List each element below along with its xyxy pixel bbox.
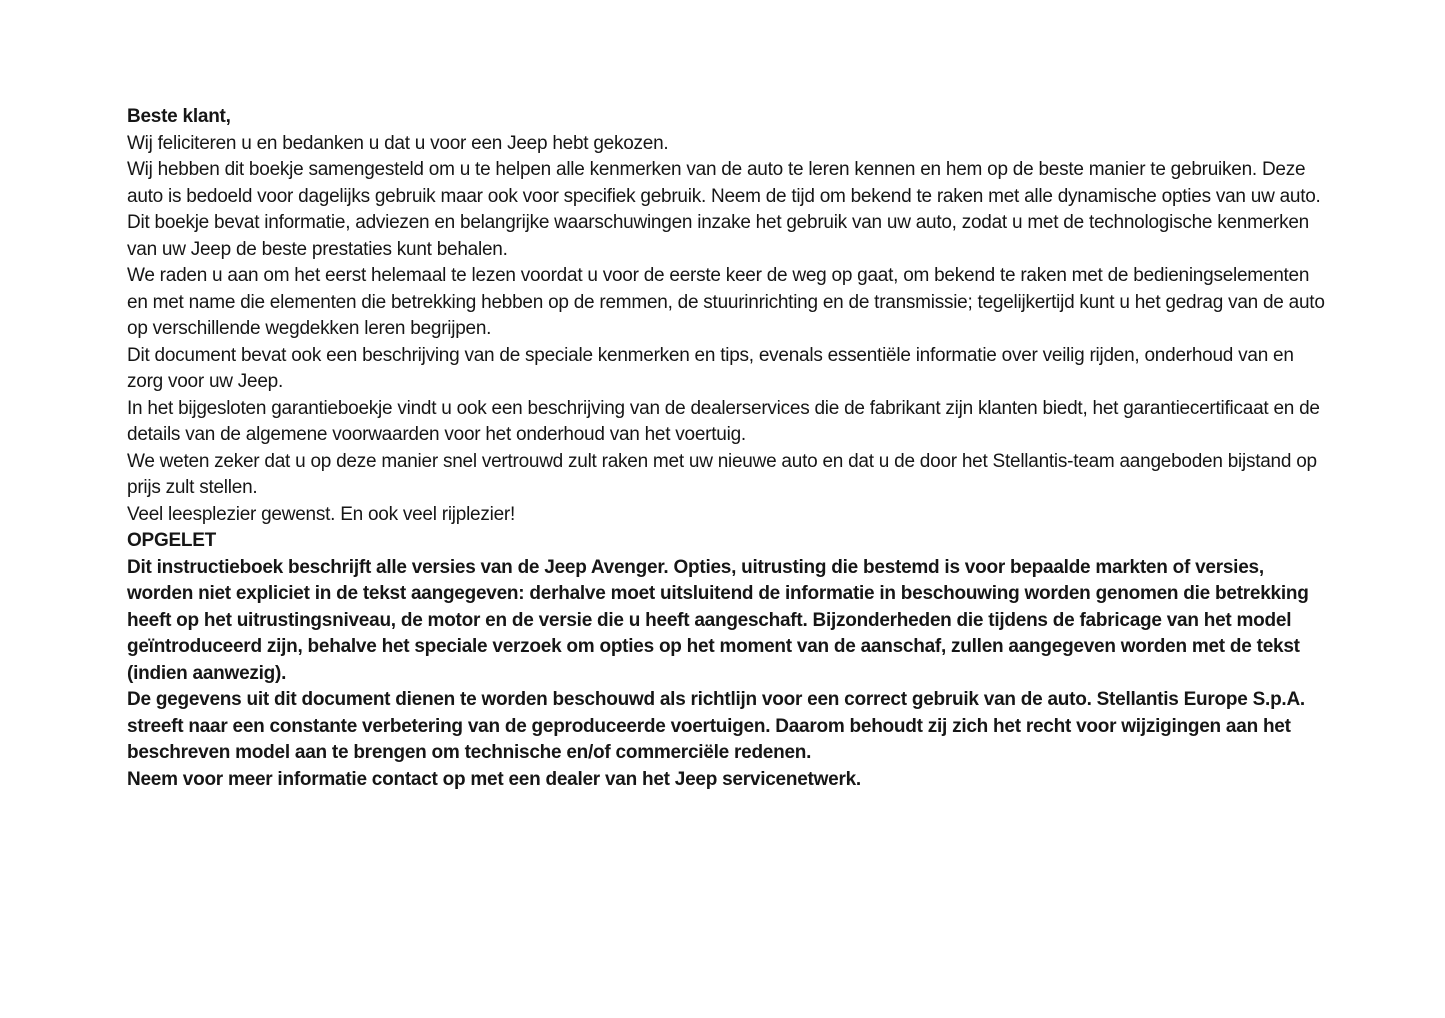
paragraph-booklet-purpose: Wij hebben dit boekje samengesteld om u te helpen alle kenmerken van de auto te leren kennen en hem op de beste manier te gebruiken. Deze auto is bedoeld voor dagelijks gebruik maar ook voor specifiek gebruik. Neem de tijd om bekend te raken met alle dynamische opties van uw auto.	[127, 159, 1321, 207]
notice-paragraph-versions: Dit instructieboek beschrijft alle versies van de Jeep Avenger. Opties, uitrusting die bestemd is voor bepaalde markten of versies, worden niet expliciet in de tekst aangegeven: derhalve moet uitsluitend de informatie in beschouwing worden genomen die betrekking heeft op het uitrustingsniveau, de motor en de versie die u heeft aangeschaft. Bijzonderheden die tijdens de fabricage van het model geïntroduceerd zijn, behalve het speciale verzoek om opties op het moment van de aanschaf, zullen aangegeven worden met de tekst (indien aanwezig).	[127, 556, 1309, 684]
notice-paragraph-guideline: De gegevens uit dit document dienen te worden beschouwd als richtlijn voor een correct gebruik van de auto. Stellantis Europe S.p.A. streeft naar een constante verbetering van de geproduceerde voertuigen. Daarom behoudt zij zich het recht voor wijzigingen aan het beschreven model aan te brengen om technische en/of commerciële redenen.	[127, 689, 1305, 763]
paragraph-booklet-contents: Dit boekje bevat informatie, adviezen en belangrijke waarschuwingen inzake het gebruik van uw auto, zodat u met de technologische kenmerken van uw Jeep de beste prestaties kunt behalen.	[127, 212, 1309, 260]
paragraph-special-features: Dit document bevat ook een beschrijving van de speciale kenmerken en tips, evenals essentiële informatie over veilig rijden, onderhoud van en zorg voor uw Jeep.	[127, 344, 1294, 392]
greeting-heading: Beste klant,	[127, 106, 231, 127]
notice-paragraph-contact-dealer: Neem voor meer informatie contact op met een dealer van het Jeep servicenetwerk.	[127, 768, 861, 790]
paragraph-congratulations: Wij feliciteren u en bedanken u dat u voor een Jeep hebt gekozen.	[127, 132, 669, 154]
paragraph-read-first: We raden u aan om het eerst helemaal te lezen voordat u voor de eerste keer de weg op gaat, om bekend te raken met de bedieningselementen en met name die elementen die betrekking hebben op de remmen, de stuurinrichting en de transmissie; tegelijkertijd kunt u het gedrag van de auto op verschillende wegdekken leren begrijpen.	[127, 265, 1325, 339]
paragraph-stellantis-team: We weten zeker dat u op deze manier snel vertrouwd zult raken met uw nieuwe auto en dat u de door het Stellantis-team aangeboden bijstand op prijs zult stellen.	[127, 450, 1317, 498]
paragraph-warranty-booklet: In het bijgesloten garantieboekje vindt u ook een beschrijving van de dealerservices die de fabrikant zijn klanten biedt, het garantiecertificaat en de details van de algemene voorwaarden voor het onderhoud van het voertuig.	[127, 397, 1320, 445]
intro-text-block	[127, 104, 1327, 793]
notice-heading: OPGELET	[127, 530, 217, 551]
paragraph-enjoy-reading: Veel leesplezier gewenst. En ook veel rijplezier!	[127, 503, 516, 525]
